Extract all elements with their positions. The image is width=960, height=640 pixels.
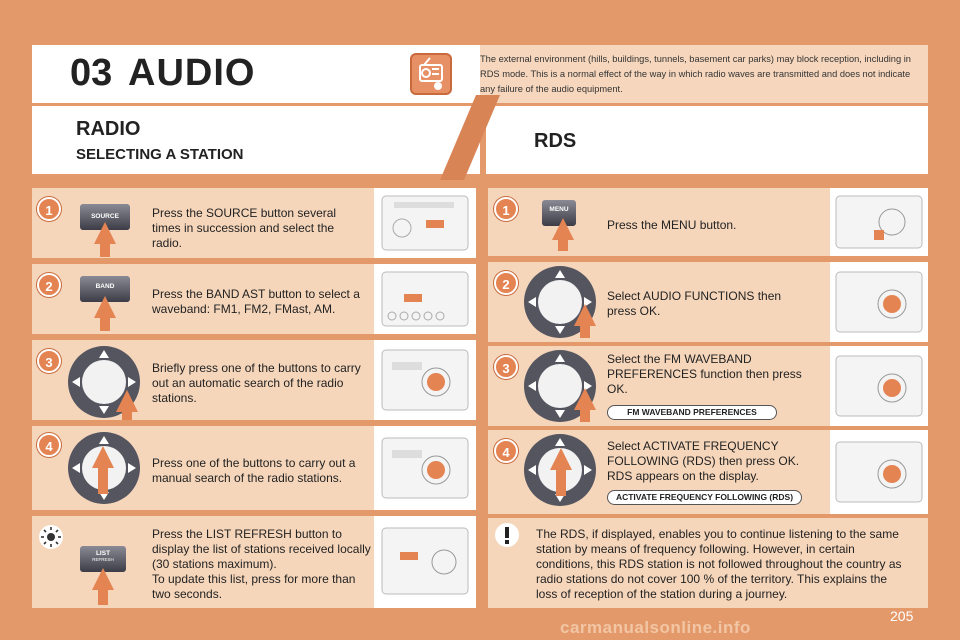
radio-panel-image xyxy=(830,346,928,426)
step-number-badge: 2 xyxy=(494,271,518,295)
arrow-up-icon xyxy=(116,390,138,412)
tip-icon xyxy=(38,524,64,555)
arrow-up-icon xyxy=(92,568,114,590)
warning-icon xyxy=(494,522,520,553)
arrow-up-icon xyxy=(574,388,596,410)
step-text: Select the FM WAVEBAND PREFERENCES function then press OK. xyxy=(607,352,802,396)
radio-panel-image xyxy=(374,340,476,420)
step-text: Press the LIST REFRESH button to display the list of stations received locally (30 stations maximum). To update this list, press for more than two seconds. xyxy=(152,527,371,601)
step-text: Select ACTIVATE FREQUENCY FOLLOWING (RDS) then press OK. RDS appears on the display. xyxy=(607,439,800,483)
step-number-badge: 3 xyxy=(37,349,61,373)
step-text: Briefly press one of the buttons to carry out an automatic search of the radio stations. xyxy=(152,361,361,405)
step-text: Press the MENU button. xyxy=(607,218,737,232)
arrow-stem xyxy=(122,410,132,420)
step-number-badge: 4 xyxy=(37,433,61,457)
arrow-stem xyxy=(98,466,108,494)
arrow-stem xyxy=(580,408,590,422)
radio-panel-image xyxy=(374,188,476,258)
source-button[interactable]: SOURCE xyxy=(80,204,130,230)
arrow-stem xyxy=(100,317,110,331)
radio-subtitle: SELECTING A STATION xyxy=(76,146,244,163)
arrow-up-icon xyxy=(92,446,114,468)
arrow-stem xyxy=(100,243,110,257)
band-button[interactable]: BAND xyxy=(80,276,130,302)
arrow-up-icon xyxy=(552,218,574,240)
chapter-number: 03 xyxy=(70,52,113,94)
step-text: Select AUDIO FUNCTIONS then press OK. xyxy=(607,289,782,318)
radio-panel-image xyxy=(374,516,476,608)
arrow-up-icon xyxy=(94,296,116,318)
radio-panel-image xyxy=(374,426,476,510)
rds-title: RDS xyxy=(534,130,577,152)
arrow-stem xyxy=(580,324,590,338)
header-note: The external environment (hills, buildings, tunnels, basement car parks) may block reception, including in RDS mode. This is a normal effect of the way in which radio waves are transmitted and does not indicate any failure of the audio equipment. xyxy=(480,54,911,94)
radio-panel-image xyxy=(830,188,928,256)
radio-panel-image xyxy=(830,430,928,514)
audio-icon xyxy=(410,53,452,95)
arrow-stem xyxy=(558,239,568,251)
step-number-badge: 3 xyxy=(494,355,518,379)
step-number-badge: 1 xyxy=(494,197,518,221)
refresh-button-label: REFRESH xyxy=(92,557,114,562)
arrow-up-icon xyxy=(550,448,572,470)
radio-title: RADIO xyxy=(76,118,141,140)
arrow-stem xyxy=(556,468,566,496)
radio-panel-image xyxy=(374,264,476,334)
menu-button[interactable]: MENU xyxy=(542,200,576,226)
arrow-stem xyxy=(98,589,108,605)
arrow-up-icon xyxy=(574,304,596,326)
arrow-up-icon xyxy=(94,222,116,244)
list-button-label: LIST xyxy=(95,550,111,557)
chapter-title: AUDIO xyxy=(128,52,256,94)
step-text: Press one of the buttons to carry out a manual search of the radio stations. xyxy=(152,456,356,485)
page-number: 205 xyxy=(890,608,914,624)
step-number-badge: 1 xyxy=(37,197,61,221)
step-number-badge: 4 xyxy=(494,439,518,463)
watermark: carmanualsonline.info xyxy=(560,618,751,637)
radio-panel-image xyxy=(830,262,928,342)
menu-option-label: ACTIVATE FREQUENCY FOLLOWING (RDS) xyxy=(607,490,802,505)
step-text: Press the SOURCE button several times in succession and select the radio. xyxy=(152,206,337,250)
menu-option-label: FM WAVEBAND PREFERENCES xyxy=(607,405,777,420)
warning-text: The RDS, if displayed, enables you to continue listening to the same station by means of frequency following. However, in certain conditions, this RDS station is not followed throughout the country as radio stations do not cover 100 % of the territory. This explains the loss of reception of the station during a journey. xyxy=(536,527,902,601)
step-text: Press the BAND AST button to select a waveband: FM1, FM2, FMast, AM. xyxy=(152,287,360,316)
step-number-badge: 2 xyxy=(37,273,61,297)
